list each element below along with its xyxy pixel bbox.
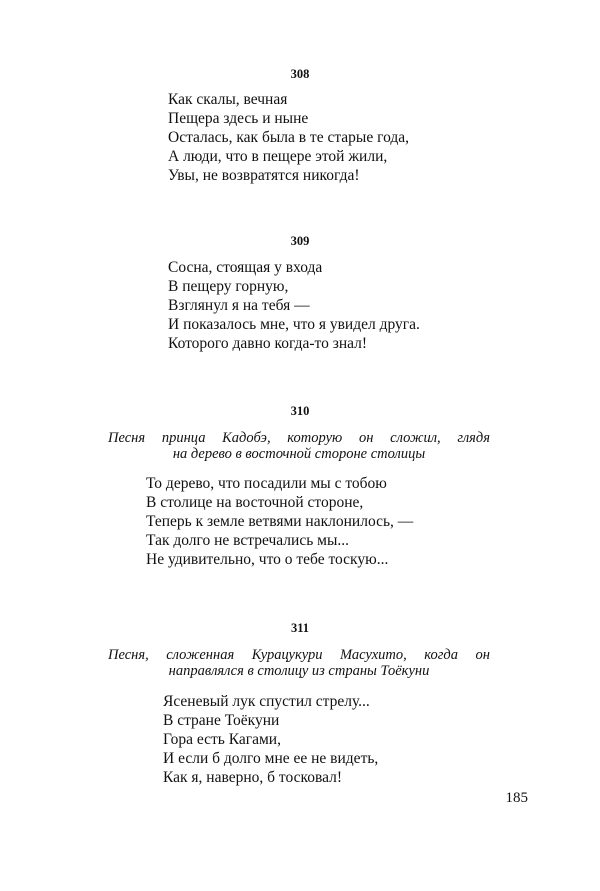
poem-line: В столице на восточной стороне, <box>146 494 364 511</box>
poem-number: 309 <box>290 234 310 248</box>
heading-line: Песня принца Кадобэ, которую он сложил, глядя <box>108 430 490 446</box>
poem-line: Теперь к земле ветвями наклонилось, — <box>146 513 414 530</box>
poem-line: Как я, наверно, б тосковал! <box>163 769 342 786</box>
poem-line: В стране Тоёкуни <box>163 712 280 729</box>
poem-text <box>168 258 420 353</box>
poem-heading <box>108 647 490 679</box>
poem-line: Взглянул я на тебя — <box>168 297 310 314</box>
poem-text <box>146 474 413 569</box>
poem-number: 310 <box>290 404 310 418</box>
poem-text <box>163 692 378 787</box>
poem-line: Пещера здесь и ныне <box>168 110 309 127</box>
poem-line: Ясеневый лук спустил стрелу... <box>163 693 370 710</box>
poem-line: Увы, не возвратятся никогда! <box>168 167 360 184</box>
poem-line: И показалось мне, что я увидел друга. <box>168 316 420 333</box>
poem-line: Не удивительно, что о тебе тоскую... <box>146 551 389 568</box>
poem-line: А люди, что в пещере этой жили, <box>168 148 388 165</box>
poem-line: Осталась, как была в те старые года, <box>168 129 410 146</box>
poem-number: 308 <box>290 67 310 81</box>
heading-line: Песня, сложенная Курацукури Масухито, когда он <box>108 647 490 663</box>
poem-line: Гора есть Кагами, <box>163 731 281 748</box>
poem-line: Сосна, стоящая у входа <box>168 259 323 276</box>
poem-line: Так долго не встречались мы... <box>146 532 350 549</box>
poem-line: И если б долго мне ее не видеть, <box>163 750 379 767</box>
page-number: 185 <box>505 790 528 806</box>
poem-line: Как скалы, вечная <box>168 91 288 108</box>
poem-line: То дерево, что посадили мы с тобою <box>146 475 387 492</box>
poem-number: 311 <box>290 621 310 635</box>
heading-line: на дерево в восточной стороне столицы <box>172 446 426 462</box>
poem-line: Которого давно когда-то знал! <box>168 335 368 352</box>
poem-line: В пещеру горную, <box>168 278 289 295</box>
heading-line: направлялся в столицу из страны Тоёкуни <box>168 663 430 679</box>
poem-heading <box>108 430 490 462</box>
poem-text <box>168 90 409 185</box>
